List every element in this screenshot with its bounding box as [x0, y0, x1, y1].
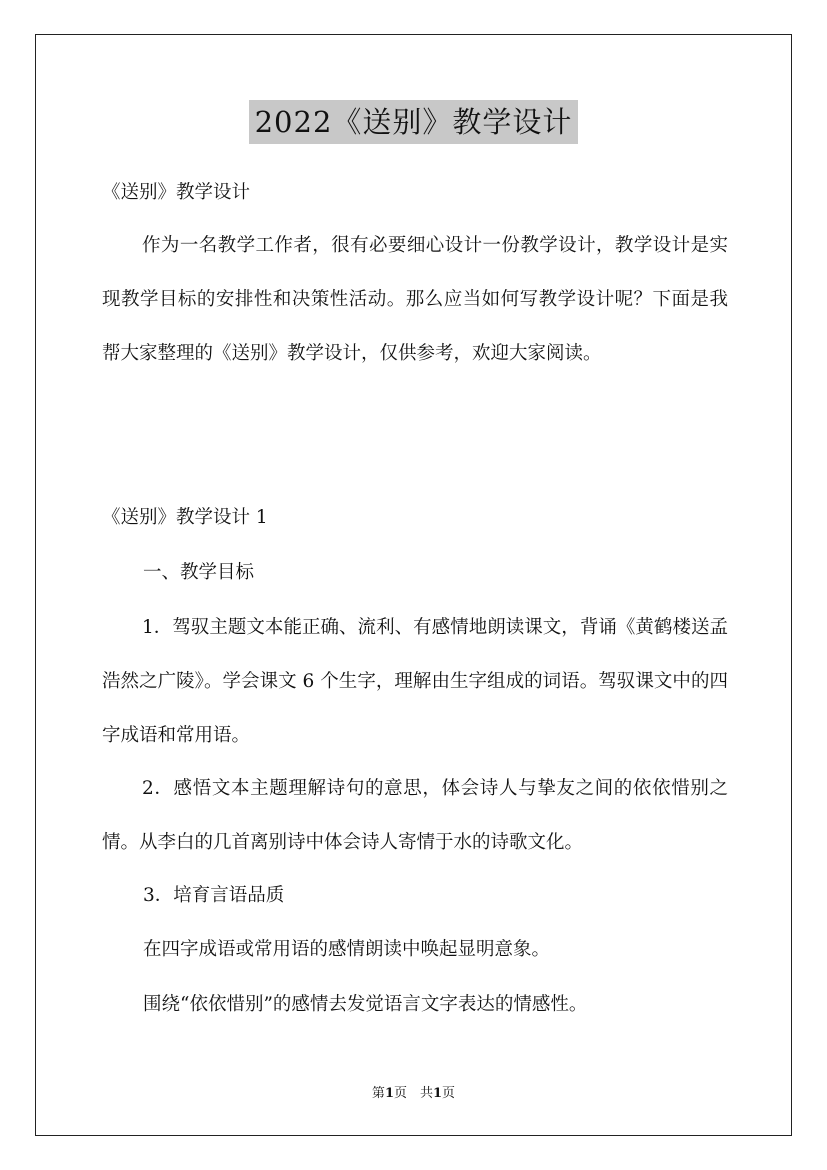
goal3-line2: 围绕“依依惜别”的感情去发觉语言文字表达的情感性。	[143, 994, 588, 1015]
goal1-paragraph	[102, 601, 728, 763]
intro-paragraph	[102, 219, 728, 381]
goal2-paragraph	[102, 762, 728, 870]
goal3-line1: 在四字成语或常用语的感情朗读中唤起显明意象。	[143, 939, 551, 960]
goal1-text: 1．驾驭主题文本能正确、流利、有感情地朗读课文，背诵《黄鹤楼送孟浩然之广陵》。学会课文 6 个生字，理解由生字组成的词语。驾驭课文中的四字成语和常用语。	[102, 617, 728, 746]
goal3-heading: 3．培育言语品质	[143, 885, 285, 906]
footer-suffix: 页	[442, 1086, 456, 1101]
footer-page-number: 1	[384, 1086, 394, 1101]
footer-total-pages: 1	[433, 1086, 443, 1101]
goal-heading: 一、教学目标	[143, 562, 255, 583]
subtitle: 《送别》教学设计	[102, 182, 251, 203]
title-container	[0, 100, 827, 144]
goal2-text: 2．感悟文本主题理解诗句的意思，体会诗人与挚友之间的依依惜别之情。从李白的几首离别诗中体会诗人寄情于水的诗歌文化。	[102, 778, 728, 853]
footer-prefix: 第	[371, 1086, 385, 1101]
intro-text: 作为一名教学工作者，很有必要细心设计一份教学设计，教学设计是实现教学目标的安排性和决策性活动。那么应当如何写教学设计呢？下面是我帮大家整理的《送别》教学设计，仅供参考，欢迎大家阅读。	[102, 235, 728, 364]
document-title: 2022《送别》教学设计	[249, 100, 579, 144]
page-footer	[0, 1082, 827, 1101]
footer-middle: 页 共	[393, 1086, 433, 1101]
section-heading: 《送别》教学设计 1	[102, 507, 268, 528]
